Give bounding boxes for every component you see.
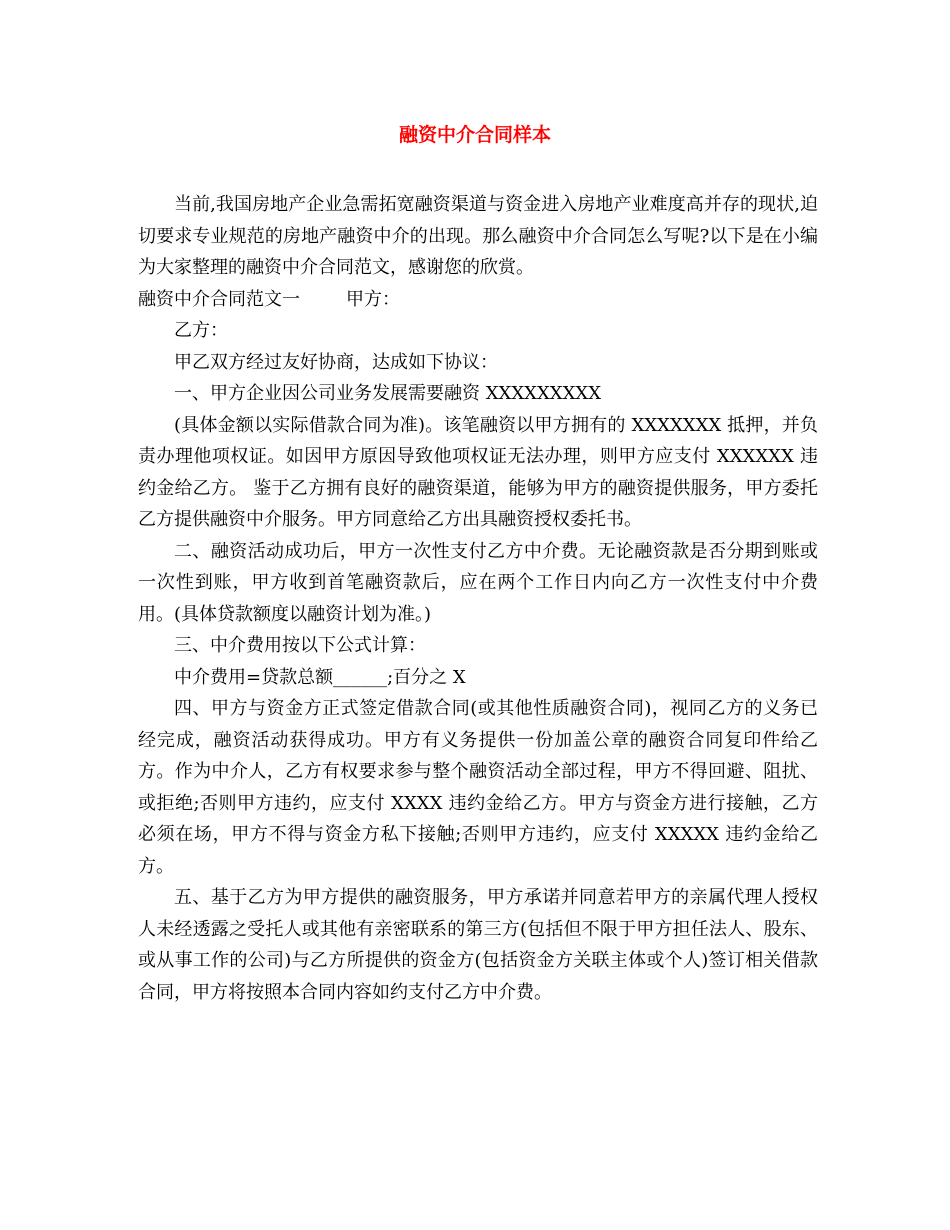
paragraph-agreement: 甲乙双方经过友好协商，达成如下协议： — [174, 351, 498, 373]
paragraph-clause-1-title: 一、甲方企业因公司业务发展需要融资 XXXXXXXXX — [174, 383, 602, 404]
paragraph-clause-2: 二、融资活动成功后，甲方一次性支付乙方中介费。无论融资款是否分期到账或一次性到账，甲方收到首笔融资款后，应在两个工作日内向乙方一次性支付中介费用。(具体贷款额度以融资计划为准。) — [138, 540, 818, 625]
paragraph-clause-4: 四、甲方与资金方正式签定借款合同(或其他性质融资合同)，视同乙方的义务已经完成，融资活动获得成功。甲方有义务提供一份加盖公章的融资合同复印件给乙方。作为中介人，乙方有权要求参与整个融资活动全部过程，甲方不得回避、阻扰、或拒绝;否则甲方违约，应支付 XXXX 违约金给乙方。甲方与资金方进行接触，乙方必须在场，甲方不得与资金方私下接触;否则甲方违约，应支付 XXXXX 违约金给乙方。 — [138, 698, 818, 877]
paragraph-clause-3: 三、中介费用按以下公式计算： — [174, 635, 426, 656]
paragraph-sample-heading — [138, 284, 818, 316]
document-title: 融资中介合同样本 — [398, 124, 551, 146]
paragraph-party-b: 乙方： — [174, 320, 228, 341]
paragraph-clause-1-body: (具体金额以实际借款合同为准)。该笔融资以甲方拥有的 XXXXXXX 抵押，并负责办理他项权证。如因甲方原因导致他项权证无法办理，则甲方应支付 XXXXXX 违约金给乙方。 鉴于乙方拥有良好的融资渠道，能够为甲方的融资提供服务，甲方委托乙方提供融资中介服务。甲方同意给乙方出具融资授权委托书。 — [138, 414, 818, 530]
paragraph-clause-5: 五、基于乙方为甲方提供的融资服务，甲方承诺并同意若甲方的亲属代理人授权人未经透露之受托人或其他有亲密联系的第三方(包括但不限于甲方担任法人、股东、或从事工作的公司)与乙方所提供的资金方(包括资金方关联主体或个人)签订相关借款合同，甲方将按照本合同内容如约支付乙方中介费。 — [138, 887, 818, 1003]
sample-heading-text: 融资中介合同范文一 — [138, 288, 300, 310]
paragraph-intro: 当前,我国房地产企业急需拓宽融资渠道与资金进入房地产业难度高并存的现状,迫切要求专业规范的房地产融资中介的出现。那么融资中介合同怎么写呢?以下是在小编为大家整理的融资中介合同范文，感谢您的欣赏。 — [138, 194, 818, 278]
document-body — [138, 189, 818, 1008]
paragraph-formula: 中介费用=贷款总额______;百分之 X — [174, 666, 466, 688]
party-a-label: 甲方： — [346, 288, 400, 310]
